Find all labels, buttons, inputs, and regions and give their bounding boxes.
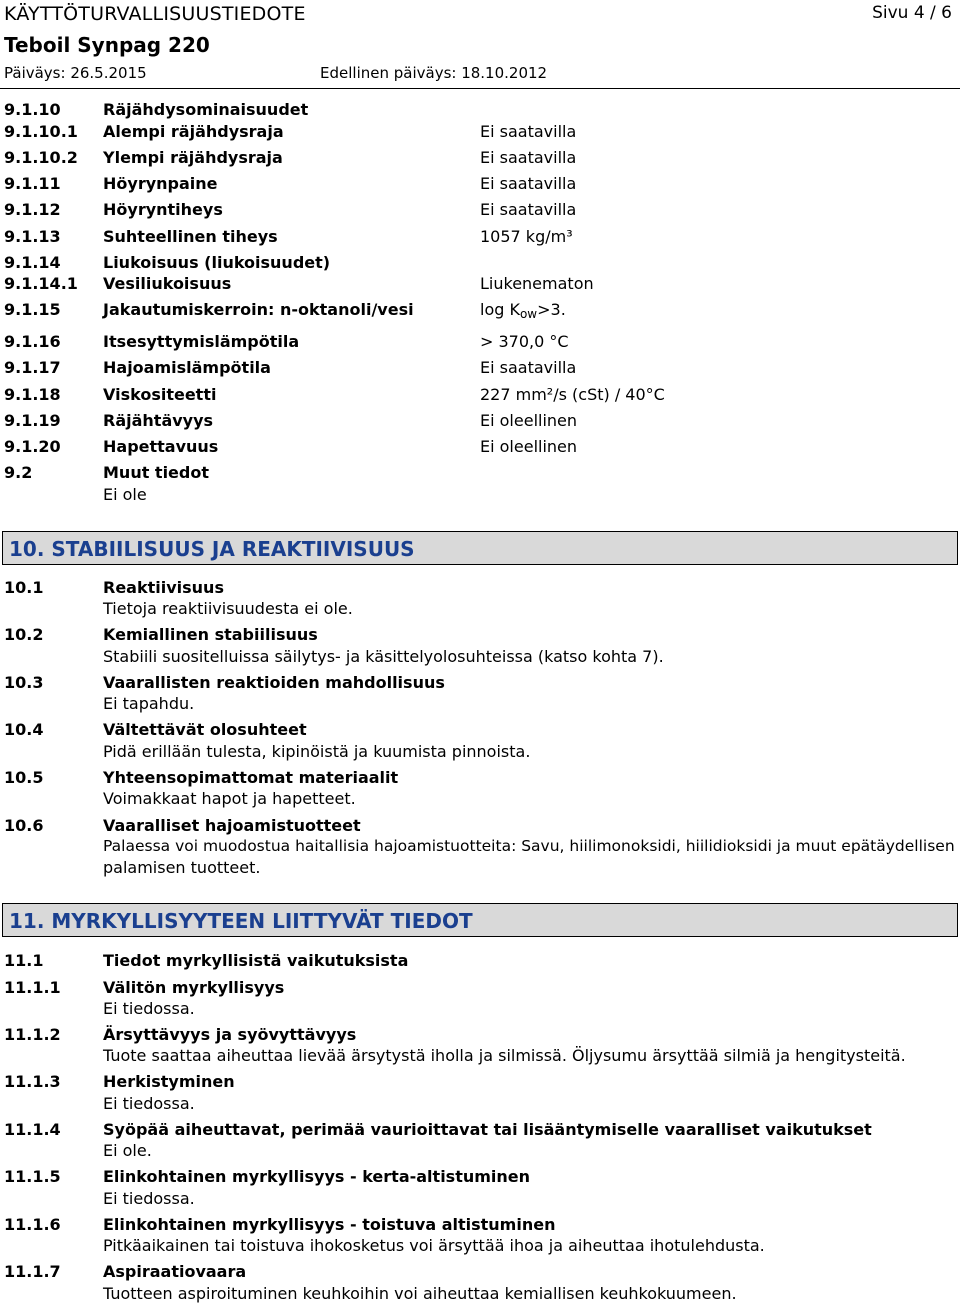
property-num: 9.1.14.1 [4, 274, 78, 293]
section-item-label: Aspiraatiovaara [103, 1262, 247, 1281]
property-label: Räjähdysominaisuudet [103, 100, 309, 119]
section-item-num: 11.1.1 [4, 978, 61, 997]
section-item-text: Ei tiedossa. [103, 1094, 195, 1113]
section-item-num: 10.3 [4, 673, 44, 692]
section-10-heading: 10. STABIILISUUS JA REAKTIIVISUUS [2, 531, 958, 565]
other-info-text: Ei ole [103, 485, 147, 504]
property-label: Ylempi räjähdysraja [103, 148, 283, 167]
section-item-text: Ei tapahdu. [103, 694, 195, 713]
section-item-num: 11.1.7 [4, 1262, 61, 1281]
property-label: Höyryntiheys [103, 200, 223, 219]
property-num: 9.2 [4, 463, 33, 482]
section-item-label: Syöpää aiheuttavat, perimää vaurioittavat tai lisääntymiselle vaaralliset vaikutukset [103, 1120, 872, 1139]
section-item-label: Vaaralliset hajoamistuotteet [103, 816, 361, 835]
property-value: Ei saatavilla [480, 358, 577, 377]
property-num: 9.1.20 [4, 437, 61, 456]
section-item-label: Elinkohtainen myrkyllisyys - kerta-altistuminen [103, 1167, 531, 1186]
page-number: Sivu 4 / 6 [872, 3, 952, 23]
section-item-text: Tietoja reaktiivisuudesta ei ole. [103, 599, 353, 618]
section-item-num: 11.1.3 [4, 1072, 61, 1091]
property-num: 9.1.17 [4, 358, 61, 377]
section-item-label: Kemiallinen stabiilisuus [103, 625, 318, 644]
property-label: Muut tiedot [103, 463, 209, 482]
property-label: Hajoamislämpötila [103, 358, 271, 377]
section-item-label: Välitön myrkyllisyys [103, 978, 285, 997]
section-item-num: 10.4 [4, 720, 44, 739]
property-label: Viskositeetti [103, 385, 217, 404]
property-label: Itsesyttymislämpötila [103, 332, 300, 351]
property-num: 9.1.19 [4, 411, 61, 430]
section-item-num: 10.6 [4, 816, 44, 835]
section-item-text: Stabiili suositelluissa säilytys- ja käsittelyolosuhteissa (katso kohta 7). [103, 647, 664, 666]
property-label: Vesiliukoisuus [103, 274, 232, 293]
section-item-text-continued: palamisen tuotteet. [103, 858, 261, 877]
property-label: Jakautumiskerroin: n-oktanoli/vesi [103, 300, 414, 319]
document-title: KÄYTTÖTURVALLISUUSTIEDOTE [4, 3, 306, 25]
section-item-text: Ei ole. [103, 1141, 152, 1160]
property-num: 9.1.10.1 [4, 122, 78, 141]
section-item-text: Pidä erillään tulesta, kipinöistä ja kuumista pinnoista. [103, 742, 531, 761]
section-item-label: Tiedot myrkyllisistä vaikutuksista [103, 951, 409, 970]
property-value: Ei oleellinen [480, 411, 578, 430]
section-item-num: 11.1 [4, 951, 44, 970]
section-item-label: Elinkohtainen myrkyllisyys - toistuva altistuminen [103, 1215, 556, 1234]
property-num: 9.1.13 [4, 227, 61, 246]
property-value: Ei saatavilla [480, 122, 577, 141]
section-item-num: 11.1.4 [4, 1120, 61, 1139]
section-item-num: 11.1.5 [4, 1167, 61, 1186]
property-value: Ei saatavilla [480, 174, 577, 193]
product-name: Teboil Synpag 220 [4, 33, 210, 57]
section-item-text: Tuote saattaa aiheuttaa lievää ärsytystä iholla ja silmissä. Öljysumu ärsyttää silmiä ja hengitysteitä. [103, 1046, 906, 1065]
section-11-heading: 11. MYRKYLLISYYTEEN LIITTYVÄT TIEDOT [2, 903, 958, 937]
section-item-num: 10.2 [4, 625, 44, 644]
section-item-label: Reaktiivisuus [103, 578, 224, 597]
property-value: Ei oleellinen [480, 437, 578, 456]
section-item-text: Pitkäaikainen tai toistuva ihokosketus voi ärsyttää ihoa ja aiheuttaa ihotulehdusta. [103, 1236, 765, 1255]
property-num: 9.1.12 [4, 200, 61, 219]
header-divider [0, 88, 960, 89]
property-value: > 370,0 °C [480, 332, 569, 351]
property-num: 9.1.15 [4, 300, 61, 319]
previous-date: Edellinen päiväys: 18.10.2012 [320, 64, 548, 82]
property-value: Liukenematon [480, 274, 594, 293]
section-item-label: Vältettävät olosuhteet [103, 720, 307, 739]
section-item-text: Tuotteen aspiroituminen keuhkoihin voi aiheuttaa kemiallisen keuhkokuumeen. [103, 1284, 737, 1303]
section-item-num: 11.1.6 [4, 1215, 61, 1234]
section-item-num: 10.5 [4, 768, 44, 787]
property-num: 9.1.14 [4, 253, 61, 272]
property-num: 9.1.16 [4, 332, 61, 351]
section-item-label: Ärsyttävyys ja syövyttävyys [103, 1025, 357, 1044]
property-value: Ei saatavilla [480, 200, 577, 219]
property-num: 9.1.10.2 [4, 148, 78, 167]
property-value: 1057 kg/m³ [480, 227, 573, 246]
property-value: 227 mm²/s (cSt) / 40°C [480, 385, 665, 404]
section-item-label: Herkistyminen [103, 1072, 235, 1091]
property-value: Ei saatavilla [480, 148, 577, 167]
section-item-text: Palaessa voi muodostua haitallisia hajoamistuotteita: Savu, hiilimonoksidi, hiilidioksidi ja muut epätäydellisen [103, 837, 955, 855]
issue-date: Päiväys: 26.5.2015 [4, 64, 147, 82]
property-value: $\log K_{ow}>3$. [480, 300, 566, 321]
property-num: 9.1.11 [4, 174, 61, 193]
property-label: Hapettavuus [103, 437, 219, 456]
property-label: Räjähtävyys [103, 411, 214, 430]
section-item-label: Yhteensopimattomat materiaalit [103, 768, 399, 787]
property-label: Höyrynpaine [103, 174, 218, 193]
section-item-text: Voimakkaat hapot ja hapetteet. [103, 789, 356, 808]
property-num: 9.1.18 [4, 385, 61, 404]
section-item-text: Ei tiedossa. [103, 999, 195, 1018]
section-item-num: 10.1 [4, 578, 44, 597]
section-item-label: Vaarallisten reaktioiden mahdollisuus [103, 673, 445, 692]
section-item-num: 11.1.2 [4, 1025, 61, 1044]
property-num: 9.1.10 [4, 100, 61, 119]
section-item-text: Ei tiedossa. [103, 1189, 195, 1208]
property-label: Suhteellinen tiheys [103, 227, 278, 246]
property-label: Liukoisuus (liukoisuudet) [103, 253, 331, 272]
property-label: Alempi räjähdysraja [103, 122, 284, 141]
